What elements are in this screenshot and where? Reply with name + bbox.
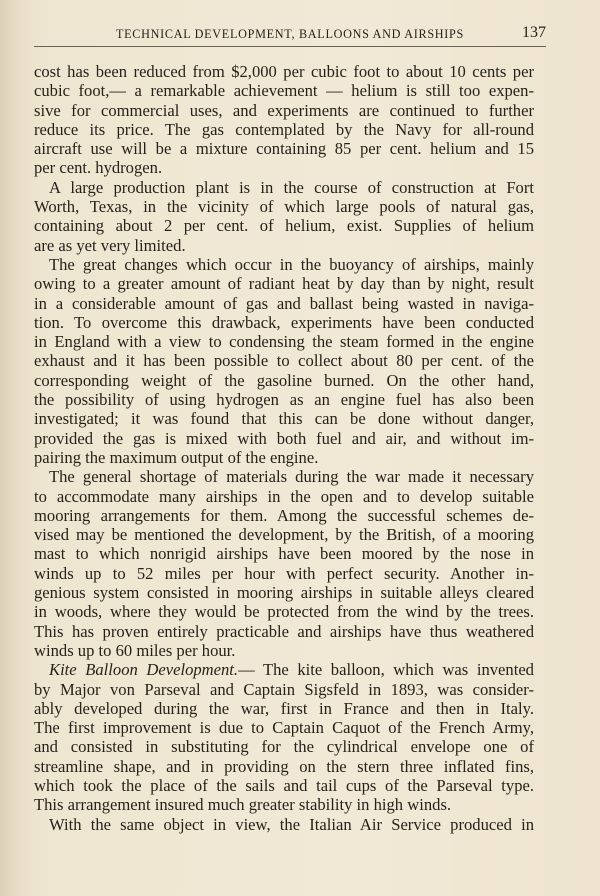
kite-balloon-paragraph-first-line: [34, 660, 534, 679]
text-line: per cent. hydrogen.: [34, 158, 163, 178]
text-line: Worth, Texas, in the vicinity of which large pools of natural gas,: [34, 197, 534, 217]
text-line: ably developed during the war, first in France and then in Italy.: [34, 698, 534, 718]
text-line: The first improvement is due to Captain Caquot of the French Army,: [34, 718, 534, 738]
text-line: streamline shape, and in providing on the stern three inflated fins,: [34, 756, 534, 776]
text-line: pairing the maximum output of the engine.: [34, 447, 319, 467]
text-line: aircraft use will be a mixture containing 85 per cent. helium and 15: [34, 139, 534, 159]
text-line: mast to which nonrigid airships have been moored by the nose in: [34, 544, 534, 564]
text-line: With the same object in view, the Italian Air Service produced in: [49, 814, 534, 834]
text-line: to accommodate many airships in the open and to develop suitable: [34, 486, 534, 506]
body-text: [34, 62, 534, 834]
text-line: winds up to 60 miles per hour.: [34, 640, 236, 660]
text-line: This arrangement insured much greater stability in high winds.: [34, 795, 452, 815]
text-line: corresponding weight of the gasoline burned. On the other hand,: [34, 370, 534, 390]
text-line: A large production plant is in the course of construction at Fort: [49, 177, 534, 197]
text-line: genious system consisted in mooring airships in suitable alleys cleared: [34, 583, 534, 603]
text-line: which took the place of the sails and tail cups of the Parseval type.: [34, 775, 534, 795]
text-line: exhaust and it has been possible to collect about 80 per cent. of the: [34, 351, 534, 371]
text-line: in woods, where they would be protected from the wind by the trees.: [34, 602, 534, 622]
text-line: provided the gas is mixed with both fuel and air, and without im-: [34, 428, 534, 448]
text-line: vised may be mentioned the development, by the British, of a mooring: [34, 525, 534, 545]
text-line: in a considerable amount of gas and ballast being wasted in naviga-: [34, 293, 534, 313]
text-line: by Major von Parseval and Captain Sigsfeld in 1893, was consider-: [34, 679, 534, 699]
text-line: sive for commercial uses, and experiments are continued to further: [34, 100, 534, 120]
text-line: — The kite balloon, which was invented: [238, 660, 534, 680]
running-head: TECHNICAL DEVELOPMENT, BALLOONS AND AIRSHIPS: [116, 27, 465, 41]
section-heading: Kite Balloon Development.: [49, 660, 239, 680]
text-line: The general shortage of materials during the war made it necessary: [49, 467, 534, 487]
text-line: the possibility of using hydrogen as an engine fuel has also been: [34, 390, 534, 410]
text-line: are as yet very limited.: [34, 235, 186, 255]
text-line: This has proven entirely practicable and airships have thus weathered: [34, 621, 534, 641]
text-line: in England with a view to condensing the steam formed in the engine: [34, 332, 534, 352]
page-gutter-shadow: [0, 0, 22, 896]
page-header: [34, 20, 546, 47]
page-number: 137: [522, 24, 546, 41]
text-line: and consisted in substituting for the cylindrical envelope one of: [34, 737, 534, 757]
text-line: cost has been reduced from $2,000 per cubic foot to about 10 cents per: [34, 62, 534, 81]
text-line: mooring arrangements for them. Among the successful schemes de-: [34, 505, 534, 525]
text-line: investigated; it was found that this can be done without danger,: [34, 409, 534, 429]
text-line: winds up to 52 miles per hour with perfect security. Another in-: [34, 563, 534, 583]
text-line: The great changes which occur in the buoyancy of airships, mainly: [49, 254, 534, 274]
text-line: reduce its price. The gas contemplated by the Navy for all-round: [34, 119, 534, 139]
text-line: containing about 2 per cent. of helium, exist. Supplies of helium: [34, 216, 534, 236]
text-line: tion. To overcome this drawback, experiments have been conducted: [34, 312, 534, 332]
text-line: owing to a greater amount of radiant heat by day than by night, result: [34, 274, 534, 294]
text-line: cubic foot,— a remarkable achievement — helium is still too expen-: [34, 81, 534, 101]
